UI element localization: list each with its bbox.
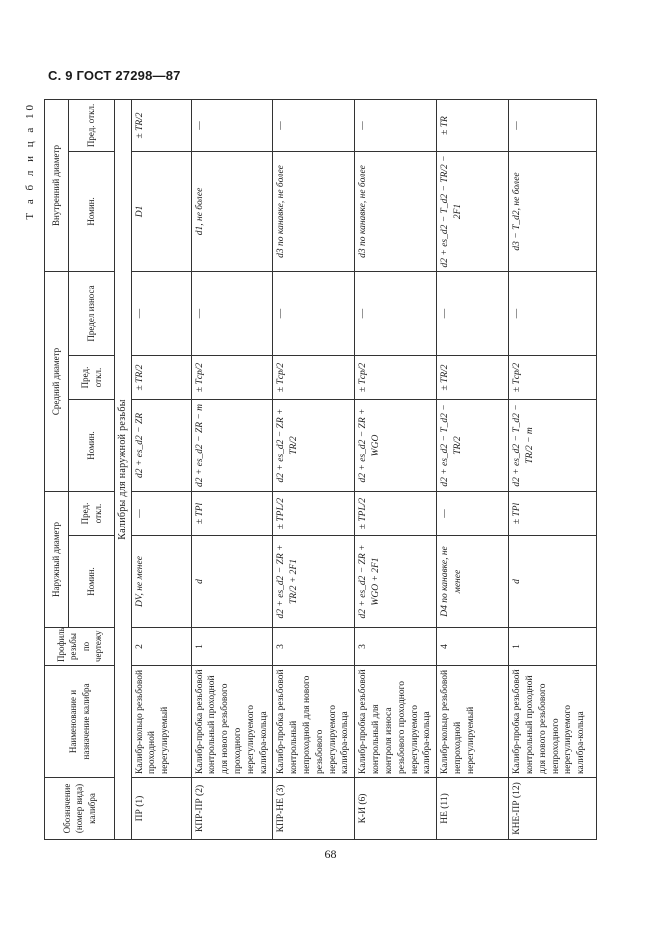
table-row [355,99,437,839]
cell-mid-tol: ± Tср/2 [273,356,355,400]
cell-outer-tol: ± TPL/2 [355,492,437,536]
cell-inner-nom: d2 + es_d2 − T_d2 − TR/2 − 2F1 [437,151,509,271]
cell-mid-nom: d2 + es_d2 − ZR + TR/2 [273,400,355,492]
cell-profile: 1 [509,628,597,666]
cell-mid-nom: d2 + es_d2 − ZR − m [191,400,273,492]
cell-wear: — [131,271,191,355]
cell-name: Калибр-пробка резьбовой контрольный проходной для нового резьбового проходного нерегулируемого калибра-кольца [191,666,273,778]
cell-inner-tol: — [355,99,437,151]
cell-outer-tol: — [131,492,191,536]
header-middle-tol: Пред. откл. [69,356,115,400]
cell-wear: — [437,271,509,355]
cell-inner-tol: — [191,99,273,151]
table-row [273,99,355,839]
cell-name: Калибр-кольцо резьбовой проходной нерегулируемый [131,666,191,778]
cell-mid-nom: d2 + es_d2 − ZR + WGO [355,400,437,492]
table-caption: Т а б л и ц а 10 [24,102,36,220]
cell-mid-tol: ± TR/2 [437,356,509,400]
cell-inner-nom: d3 по канавке, не более [273,151,355,271]
header-inner-nominal: Номин. [69,151,115,271]
header-name: Наименование и назначение калибра [45,666,115,778]
table-row [131,99,191,839]
cell-designation: КПР-НЕ (3) [273,778,355,840]
cell-designation: КНЕ-ПР (12) [509,778,597,840]
header-outer-diameter: Наружный диаметр [45,492,69,628]
gauge-table [44,99,597,840]
cell-designation: К-И (6) [355,778,437,840]
cell-name: Калибр-пробка резьбовой контрольный для контроля износа резьбового проходного нерегулируемого калибра-кольца [355,666,437,778]
cell-inner-nom: d3 по канавке, не более [355,151,437,271]
cell-wear: — [355,271,437,355]
cell-mid-nom: d2 + es_d2 − ZR [131,400,191,492]
header-middle-diameter: Средний диаметр [45,271,69,491]
cell-outer-tol: — [437,492,509,536]
cell-inner-tol: ± TR [437,99,509,151]
header-profile: Профиль резьбы по чертежу [45,628,115,666]
cell-outer-nom: d2 + es_d2 − ZR + WGO + 2F1 [355,536,437,628]
page-number: 68 [324,847,337,861]
table-row [509,99,597,839]
cell-profile: 2 [131,628,191,666]
cell-wear: — [509,271,597,355]
header-outer-nominal: Номин. [69,536,115,628]
cell-outer-nom: D4 по канавке, не менее [437,536,509,628]
cell-designation: ПР (1) [131,778,191,840]
cell-wear: — [273,271,355,355]
cell-profile: 3 [273,628,355,666]
cell-name: Калибр-пробка резьбовой контрольный проходной для нового резьбового непроходного нерегулируемого калибра-кольца [509,666,597,778]
cell-inner-nom: D1 [131,151,191,271]
cell-name: Калибр-кольцо резьбовой непроходной нерегулируемый [437,666,509,778]
table-row [437,99,509,839]
cell-mid-nom: d2 + es_d2 − T_d2 − TR/2 − m [509,400,597,492]
header-inner-tol: Пред. откл. [69,99,115,151]
rotated-table-area [24,100,661,835]
cell-outer-nom: DV, не менее [131,536,191,628]
cell-name: Калибр-пробка резьбовой контрольный непроходной для нового резьбового нерегулируемого калибра-кольца [273,666,355,778]
cell-inner-tol: ± TR/2 [131,99,191,151]
cell-outer-nom: d [509,536,597,628]
cell-outer-tol: ± TPL/2 [273,492,355,536]
cell-outer-nom: d [191,536,273,628]
cell-mid-tol: ± Tср/2 [355,356,437,400]
cell-designation: КПР-ПР (2) [191,778,273,840]
cell-inner-nom: d1, не более [191,151,273,271]
cell-outer-nom: d2 + es_d2 − ZR + TR/2 + 2F1 [273,536,355,628]
page-header: С. 9 ГОСТ 27298—87 [48,68,181,83]
cell-wear: — [191,271,273,355]
cell-profile: 4 [437,628,509,666]
cell-profile: 3 [355,628,437,666]
cell-outer-tol: ± TPl [191,492,273,536]
cell-mid-nom: d2 + es_d2 − T_d2 − TR/2 [437,400,509,492]
header-outer-tol: Пред. откл. [69,492,115,536]
header-inner-diameter: Внутренний диаметр [45,99,69,271]
cell-designation: НЕ (11) [437,778,509,840]
cell-inner-nom: d3 − T_d2, не более [509,151,597,271]
table-row [191,99,273,839]
cell-outer-tol: ± TPl [509,492,597,536]
cell-mid-tol: ± TR/2 [131,356,191,400]
cell-mid-tol: ± Tср/2 [509,356,597,400]
cell-inner-tol: — [273,99,355,151]
header-wear-limit: Предел износа [69,271,115,355]
cell-inner-tol: — [509,99,597,151]
section-title: Калибры для наружной резьбы [115,99,132,839]
header-middle-nominal: Номин. [69,400,115,492]
header-designation: Обозначение (номер вида) калибра [45,778,115,840]
cell-profile: 1 [191,628,273,666]
cell-mid-tol: ± Tср/2 [191,356,273,400]
